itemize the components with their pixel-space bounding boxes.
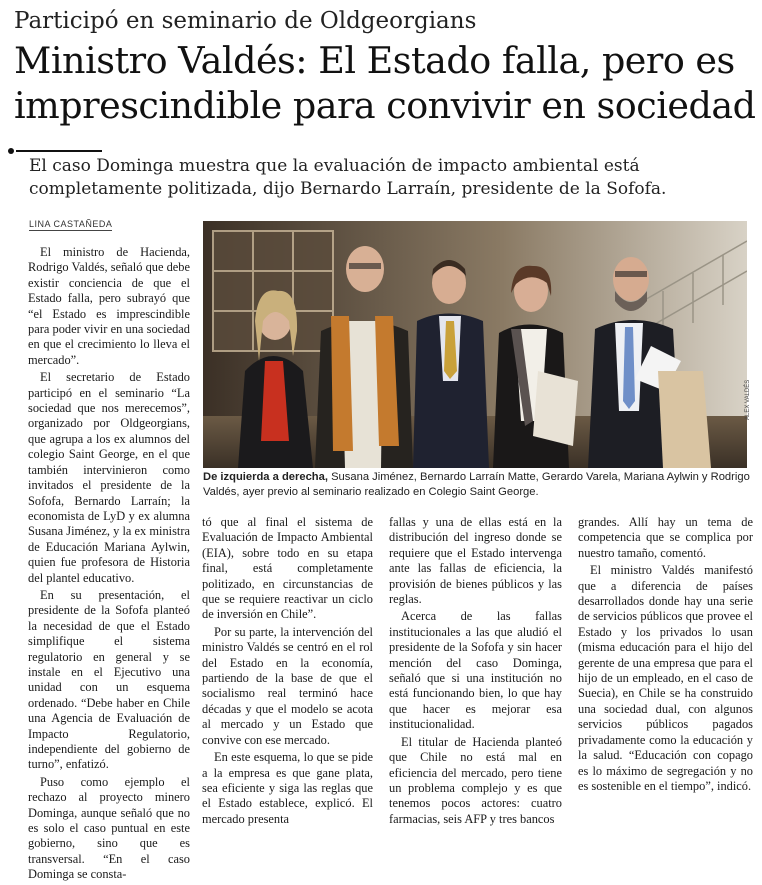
- deck-bullet: [8, 148, 14, 154]
- paragraph: Por su parte, la intervención del ministro Valdés se centró en el rol del Estado en la economía, partiendo de la base de que el socialismo real terminó hace décadas y que el modelo se acota al mercado y un Estado que convive con ese mercado.: [202, 624, 373, 747]
- kicker: Participó en seminario de Oldgeorgians: [14, 8, 477, 34]
- deck: [29, 155, 759, 201]
- paragraph: El ministro Valdés manifestó que a diferencia de países desarrollados donde hay una serie de servicios públicos que provee el Estado y los privados lo usan (misma educación para el hijo del gerente de una empresa que para el hijo de un empleado, en el caso de Suecia), en Chile se ha construido una sociedad dual, con algunos servicios públicos pagados privadamente como la educación y la salud. “Educación con copago es lo máximo de segregación y no es sostenible en el tiempo”, indicó.: [578, 563, 753, 793]
- column-1: [28, 245, 190, 885]
- article-photo: [203, 221, 747, 468]
- caption-text: Susana Jiménez, Bernardo Larraín Matte, Gerardo Varela, Mariana Aylwin y Rodrigo Valdés, ayer previo al seminario realizado en Colegio Saint George.: [203, 471, 750, 498]
- column-4: [578, 515, 753, 796]
- column-3: [389, 515, 562, 829]
- paragraph: El secretario de Estado participó en el seminario “La sociedad que nos merecemos”, organizado por Oldgeorgians, que agrupa a los ex alumnos del colegio Saint George, en el que también intervinieron como invitados el presidente de la Sofofa, Bernardo Larraín; la economista de LyD y ex alumna Susana Jiménez, y la ex ministra de Educación Mariana Aylwin, quien fue profesora de Historia del plantel educativo.: [28, 370, 190, 585]
- headline: [14, 38, 754, 128]
- paragraph: fallas y una de ellas está en la distribución del ingreso donde se requiere que el Estado intervenga ante las fallas de eficiencia, la provisión de bienes públicos y las reglas.: [389, 515, 562, 607]
- paragraph: En este esquema, lo que se pide a la empresa es que gane plata, sea eficiente y siga las reglas que el Estado establece, explicó. El mercado presenta: [202, 750, 373, 826]
- photo-credit: ALEX VALDÉS: [745, 379, 751, 420]
- headline-line-1: Ministro Valdés: El Estado falla, pero es: [14, 39, 735, 82]
- paragraph: grandes. Allí hay un tema de competencia que se complica por nuestro tamaño, comentó.: [578, 515, 753, 560]
- caption-lead: De izquierda a derecha,: [203, 471, 328, 483]
- paragraph: tó que al final el sistema de Evaluación de Impacto Ambiental (EIA), sobre todo en su etapa final, está completamente politizado, en circunstancias de que se requiere reactivar un ciclo de inversión en Chile”.: [202, 515, 373, 622]
- column-2: [202, 515, 373, 829]
- deck-rule: [16, 150, 102, 152]
- paragraph: Acerca de las fallas institucionales a las que aludió el presidente de la Sofofa y sin hacer mención del caso Dominga, señaló que si una institución no está funcionando bien, lo que hay que hacer es mejorar esa institucionalidad.: [389, 609, 562, 732]
- photo-caption: [203, 470, 755, 500]
- paragraph: El titular de Hacienda planteó que Chile no está mal en eficiencia del mercado, pero tiene un problema complejo y es que tenemos pocos actores: cuatro farmacias, seis AFP y tres bancos: [389, 734, 562, 826]
- paragraph: En su presentación, el presidente de la Sofofa planteó la necesidad de que el Estado simplifique el sistema regulatorio en general y se instale en el Ejecutivo una unidad con un esquema ordenado. “Debe haber en Chile una Agencia de Evaluación de Impacto Regulatorio, independiente del gobierno de turno”, enfatizó.: [28, 587, 190, 772]
- paragraph: El ministro de Hacienda, Rodrigo Valdés, señaló que debe existir conciencia de que el Estado falla, pero subrayó que “el Estado es imprescindible para poder vivir en una sociedad en que el crecimiento lo lleva el mercado”.: [28, 245, 190, 367]
- paragraph: Puso como ejemplo el rechazo al proyecto minero Dominga, aunque señaló que no es solo el caso puntual en este gobierno, sino que es transversal. “En el caso Dominga se consta-: [28, 774, 190, 882]
- deck-line-1: El caso Dominga muestra que la evaluación de impacto ambiental está: [29, 156, 640, 176]
- byline: LINA CASTAÑEDA: [29, 219, 113, 229]
- photo-illustration: [203, 221, 747, 468]
- headline-line-2: imprescindible para convivir en sociedad: [14, 84, 756, 127]
- deck-line-2: completamente politizada, dijo Bernardo Larraín, presidente de la Sofofa.: [29, 179, 667, 199]
